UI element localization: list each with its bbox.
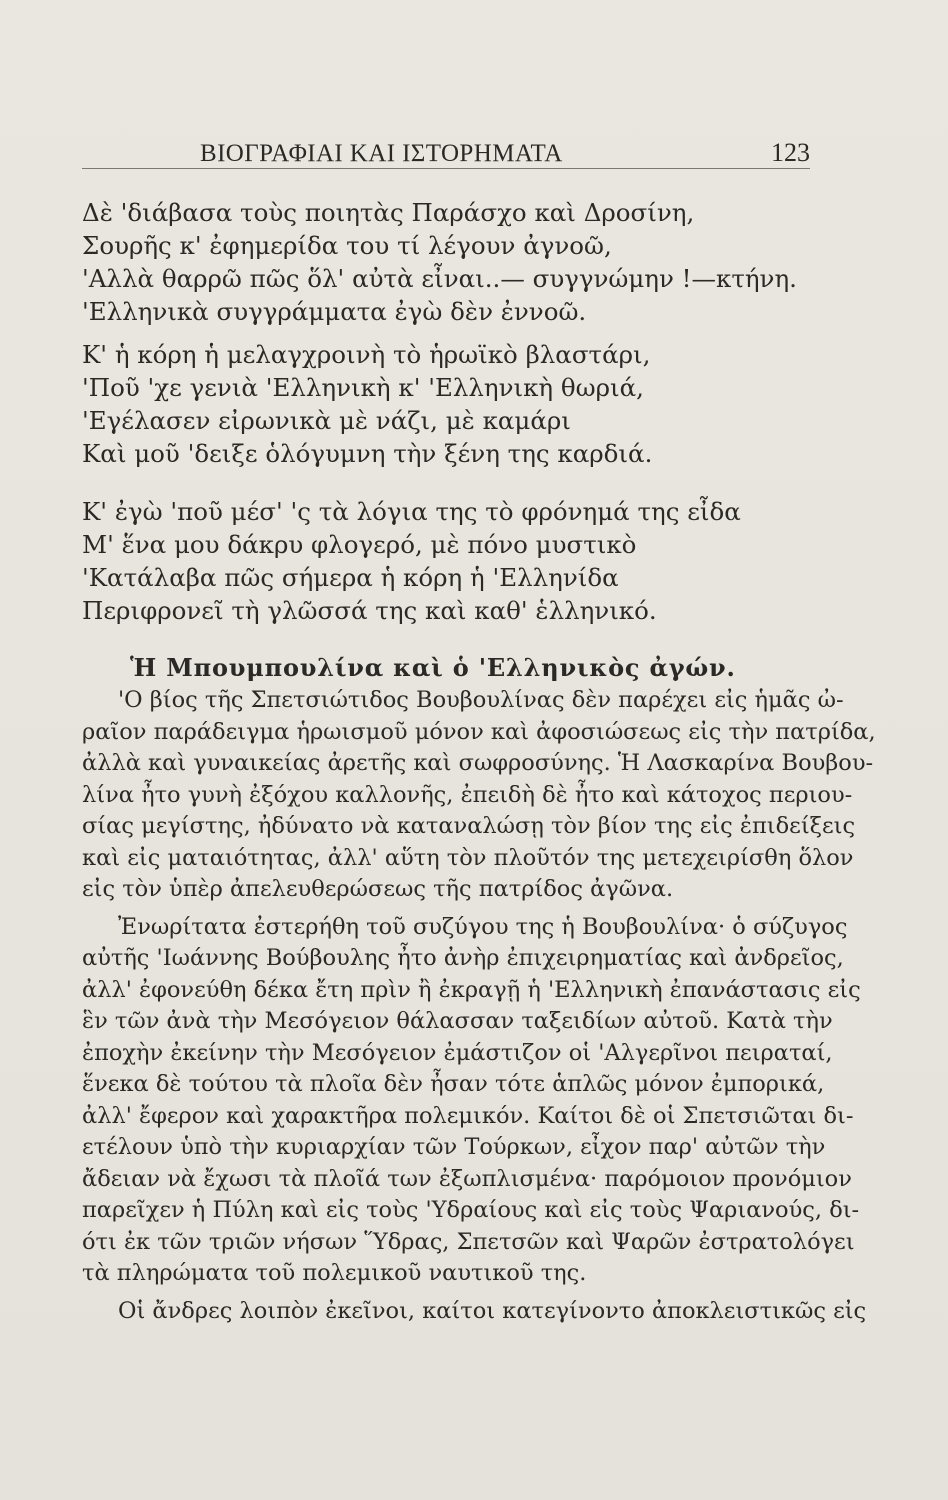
poem-line: Σουρῆς κ' ἐφημερίδα του τί λέγουν ἀγνοῶ, <box>82 231 612 260</box>
text-line: λίνα ἦτο γυνὴ ἐξόχου καλλονῆς, ἐπειδὴ δὲ ἦτο καὶ κάτοχος περιου- <box>82 781 853 808</box>
poem-stanza <box>82 495 822 627</box>
poem-line: Κ' ἐγὼ 'ποῦ μέσ' 'ς τὰ λόγια της τὸ φρόνημά της εἶδα <box>82 497 741 526</box>
text-line: ότι ἐκ τῶν τριῶν νήσων Ὕδρας, Σπετσῶν καὶ Ψαρῶν ἐστρατολόγει <box>82 1228 855 1255</box>
poem-stanza <box>82 196 822 328</box>
poem-line: Κ' ἡ κόρη ἡ μελαγχροινὴ τὸ ἡρωϊκὸ βλαστάρι, <box>82 340 651 369</box>
running-header <box>82 128 810 169</box>
poem-line: 'Κατάλαβα πῶς σήμερα ἡ κόρη ἡ 'Ελληνίδα <box>82 563 619 592</box>
text-line: παρεῖχεν ἡ Πύλη καὶ εἰς τοὺς 'Υδραίους καὶ εἰς τοὺς Ψαριανούς, δι- <box>82 1197 860 1223</box>
running-title: ΒΙΟΓΡΑΦΙΑΙ ΚΑΙ ΙΣΤΟΡΗΜΑΤΑ <box>200 140 563 167</box>
text-line: ἀλλ' ἐφονεύθη δέκα ἔτη πρὶν ἢ ἐκραγῇ ἡ 'Ελληνικὴ ἐπανάστασις εἰς <box>82 976 861 1003</box>
text-line: τὰ πληρώματα τοῦ πολεμικοῦ ναυτικοῦ της. <box>82 1260 587 1286</box>
page-number: 123 <box>771 138 810 167</box>
text-line: ἕνεκα δὲ τούτου τὰ πλοῖα δὲν ἦσαν τότε ἁπλῶς μόνον ἐμπορικά, <box>82 1071 825 1097</box>
text-line: ἀλλὰ καὶ γυναικείας ἀρετῆς καὶ σωφροσύνης. Ἡ Λασκαρίνα Βουβου- <box>82 750 874 776</box>
text-line: ραῖον παράδειγμα ἡρωισμοῦ μόνον καὶ ἀφοσιώσεως εἰς τὴν πατρίδα, <box>82 718 876 745</box>
text-line: ετέλουν ὑπὸ τὴν κυριαρχίαν τῶν Τούρκων, εἶχον παρ' αὐτῶν τὴν <box>82 1134 826 1160</box>
text-line: ἓν τῶν ἀνὰ τὴν Μεσόγειον θάλασσαν ταξειδίων αὐτοῦ. Κατὰ τὴν <box>82 1008 833 1034</box>
poem-stanza <box>82 338 822 470</box>
text-line: ἀλλ' ἔφερον καὶ χαρακτῆρα πολεμικόν. Καίτοι δὲ οἱ Σπετσιῶται δι- <box>82 1102 854 1129</box>
poem-line: Μ' ἕνα μου δάκρυ φλογερό, μὲ πόνο μυστικὸ <box>82 530 637 559</box>
text-line: σίας μεγίστης, ἠδύνατο νὰ καταναλώσῃ τὸν βίον της εἰς ἐπιδείξεις <box>82 813 856 839</box>
text-line: ἄδειαν νὰ ἔχωσι τὰ πλοῖά των ἐξωπλισμένα· παρόμοιον προνόμιον <box>82 1165 852 1192</box>
poem-line: 'Αλλὰ θαρρῶ πῶς ὅλ' αὐτὰ εἶναι..— συγγνώμην !—κτήνη. <box>82 264 797 293</box>
text-line: αὐτῆς 'Ιωάννης Βούβουλης ἦτο ἀνὴρ ἐπιχειρηματίας καὶ ἀνδρεῖος, <box>82 945 844 971</box>
poem-line: 'Ποῦ 'χε γενιὰ 'Ελληνικὴ κ' 'Ελληνικὴ θωριά, <box>82 373 644 402</box>
poem-line: Δὲ 'διάβασα τοὺς ποιητὰς Παράσχο καὶ Δροσίνη, <box>82 198 695 227</box>
poem-line: Καὶ μοῦ 'δειξε ὁλόγυμνη τὴν ξένη της καρδιά. <box>82 439 653 468</box>
poem-line: Περιφρονεῖ τὴ γλῶσσά της καὶ καθ' ἑλληνικό. <box>82 596 657 625</box>
text-line: 'Ο βίος τῆς Σπετσιώτιδος Βουβουλίνας δὲν παρέχει εἰς ἡμᾶς ὠ- <box>118 687 844 713</box>
text-line: Οἱ ἄνδρες λοιπὸν ἐκεῖνοι, καίτοι κατεγίνοντο ἀποκλειστικῶς εἰς <box>118 1297 867 1324</box>
text-line: καὶ εἰς ματαιότητας, ἀλλ' αὕτη τὸν πλοῦτόν της μετεχειρίσθη ὅλον <box>82 844 854 871</box>
poem-line: 'Εγέλασεν εἰρωνικὰ μὲ νάζι, μὲ καμάρι <box>82 406 571 435</box>
section-title: Ἡ Μπουμπουλίνα καὶ ὁ 'Ελληνικὸς ἀγών. <box>130 653 736 682</box>
text-line: Ἐνωρίτατα ἐστερήθη τοῦ συζύγου της ἡ Βουβουλίνα· ὁ σύζυγος <box>118 913 848 940</box>
article-body <box>82 685 876 1327</box>
poem-line: 'Ελληνικὰ συγγράμματα ἐγὼ δὲν ἐννοῶ. <box>82 297 587 326</box>
text-line: εἰς τὸν ὑπὲρ ἀπελευθερώσεως τῆς πατρίδος ἀγῶνα. <box>82 876 674 902</box>
text-line: ἐποχὴν ἐκείνην τὴν Μεσόγειον ἐμάστιζον οἱ 'Αλγερῖνοι πειραταί, <box>82 1039 833 1066</box>
